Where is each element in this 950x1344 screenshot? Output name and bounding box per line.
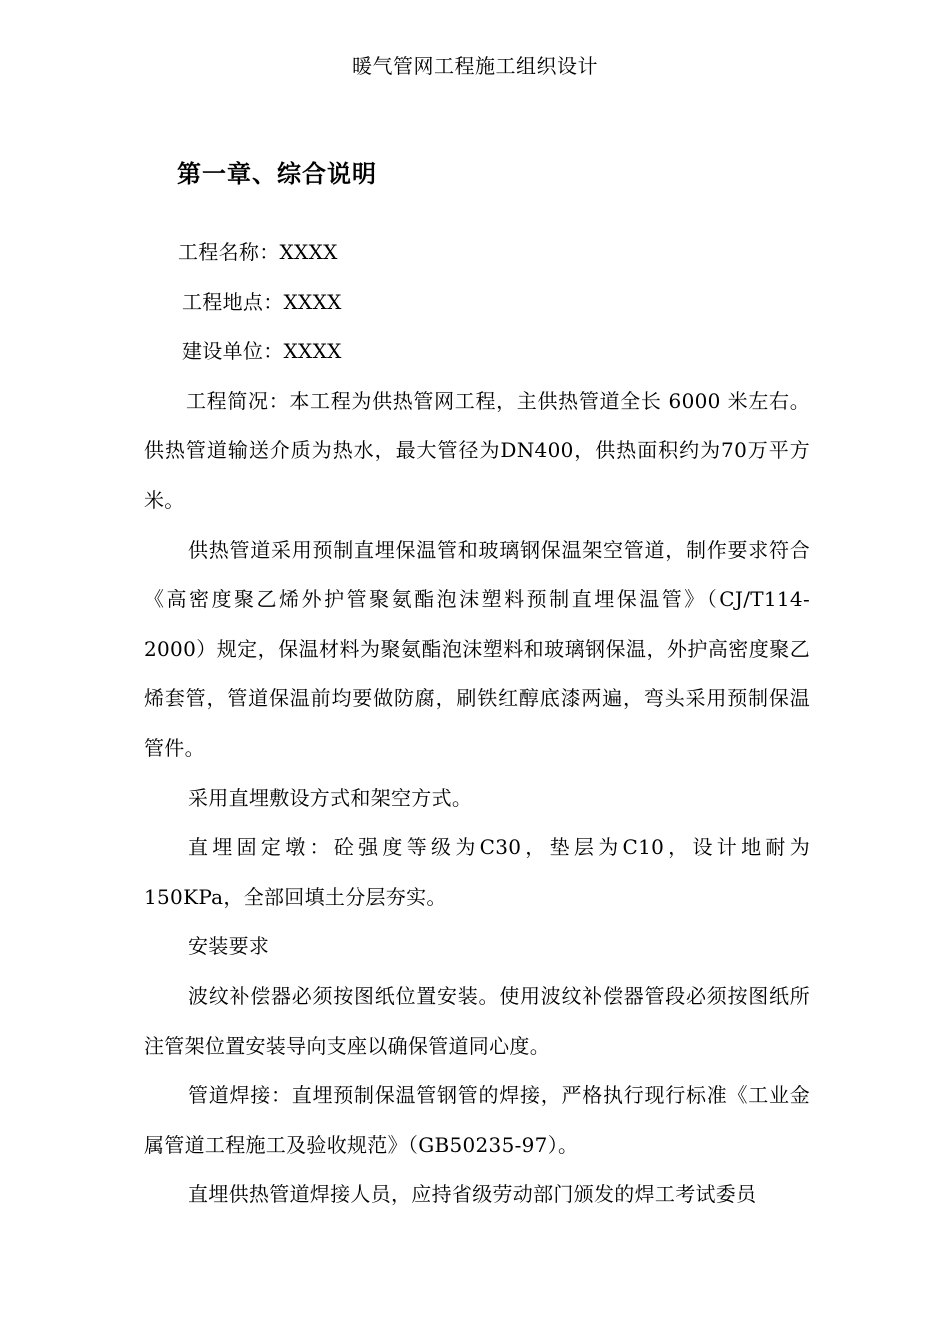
running-header: 暖气管网工程施工组织设计 bbox=[352, 54, 598, 78]
install-requirements-heading: 安装要求 bbox=[188, 934, 270, 959]
welders-paragraph: 直埋供热管道焊接人员，应持省级劳动部门颁发的焊工考试委员 bbox=[188, 1182, 757, 1207]
owner-unit-line: 建设单位：XXXX bbox=[182, 339, 342, 364]
pipe-spec-paragraph: 供热管道采用预制直埋保温管和玻璃钢保温架空管道，制作要求符合《高密度聚乙烯外护管聚氨酯泡沫塑料预制直埋保温管》（CJ/T114-2000）规定，保温材料为聚氨酯泡沫塑料和玻璃钢保温，外护高密度聚乙烯套管，管道保温前均要做防腐，刷铁红醇底漆两遍，弯头采用预制保温管件。 bbox=[144, 537, 810, 760]
compensator-paragraph: 波纹补偿器必须按图纸位置安装。使用波纹补偿器管段必须按图纸所注管架位置安装导向支座以确保管道同心度。 bbox=[144, 983, 810, 1058]
project-name-line: 工程名称：XXXX bbox=[178, 240, 338, 264]
laying-paragraph: 采用直埋敷设方式和架空方式。 bbox=[188, 785, 473, 810]
overview-paragraph: 工程简况：本工程为供热管网工程，主供热管道全长 6000 米左右。供热管道输送介质为热水，最大管径为DN400，供热面积约为70万平方米。 bbox=[144, 388, 810, 512]
chapter-title: 第一章、综合说明 bbox=[177, 160, 377, 188]
project-location-line: 工程地点：XXXX bbox=[182, 289, 342, 314]
anchor-block-paragraph: 直埋固定墩：砼强度等级为C30，垫层为C10，设计地耐为150KPa，全部回填土分层夯实。 bbox=[144, 835, 810, 909]
body-text bbox=[144, 228, 810, 1220]
welding-paragraph: 管道焊接：直埋预制保温管钢管的焊接，严格执行现行标准《工业金属管道工程施工及验收规范》（GB50235-97）。 bbox=[144, 1083, 810, 1157]
